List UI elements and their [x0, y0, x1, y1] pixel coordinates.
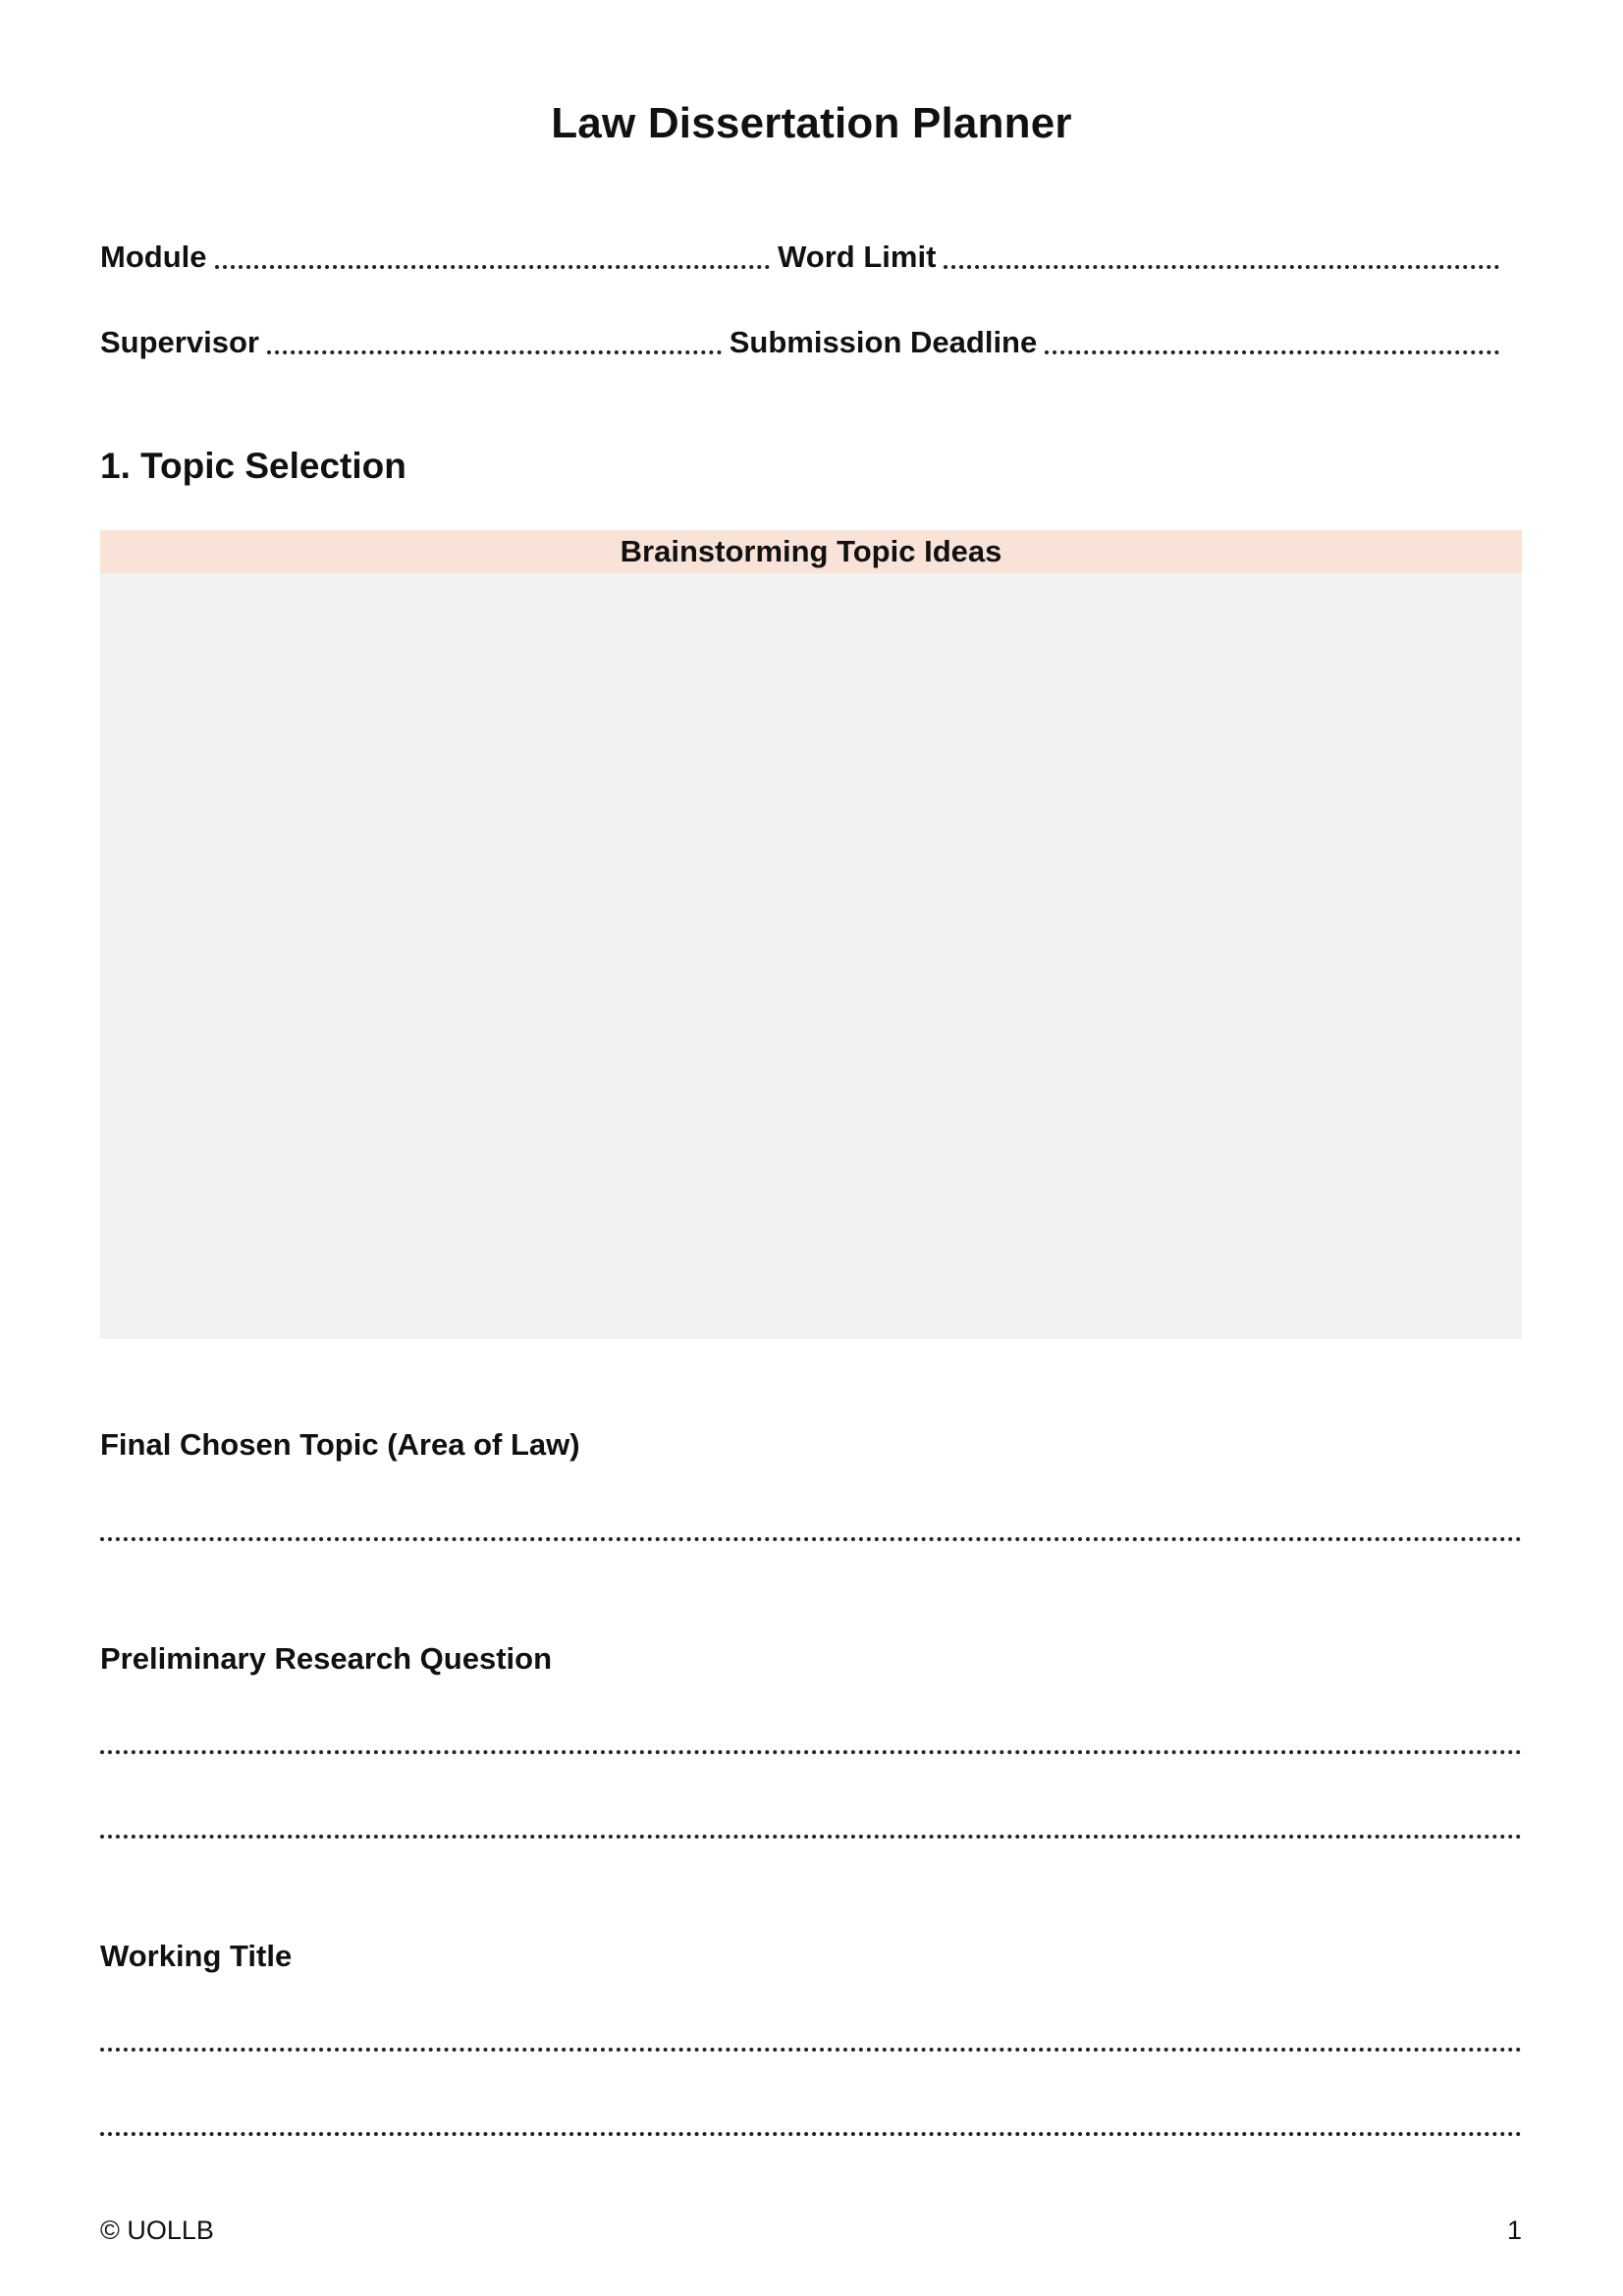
document-title: Law Dissertation Planner — [551, 99, 1072, 147]
module-word-limit-row — [100, 234, 1499, 277]
working-title-line-2[interactable] — [100, 2132, 1522, 2136]
working-title-label: Working Title — [100, 1939, 293, 1973]
module-label: Module — [100, 240, 207, 274]
brainstorm-box[interactable] — [100, 573, 1522, 1339]
supervisor-label: Supervisor — [100, 325, 259, 359]
footer-copyright: © UOLLB — [100, 2216, 214, 2245]
research-question-label: Preliminary Research Question — [100, 1641, 553, 1676]
submission-deadline-label: Submission Deadline — [729, 325, 1038, 359]
brainstorm-box-header: Brainstorming Topic Ideas — [100, 530, 1522, 573]
final-topic-label: Final Chosen Topic (Area of Law) — [100, 1427, 580, 1462]
research-question-line-2[interactable] — [100, 1835, 1522, 1839]
final-topic-line[interactable] — [100, 1537, 1522, 1541]
footer-page-number: 1 — [1506, 2216, 1522, 2245]
working-title-line-1[interactable] — [100, 2048, 1522, 2052]
word-limit-field[interactable] — [944, 265, 1499, 269]
research-question-line-1[interactable] — [100, 1750, 1522, 1754]
supervisor-deadline-row — [100, 319, 1499, 362]
supervisor-field[interactable] — [267, 350, 722, 354]
section-heading-topic-selection: 1. Topic Selection — [100, 446, 406, 486]
word-limit-label: Word Limit — [778, 240, 937, 274]
module-field[interactable] — [215, 265, 771, 269]
submission-deadline-field[interactable] — [1045, 350, 1499, 354]
